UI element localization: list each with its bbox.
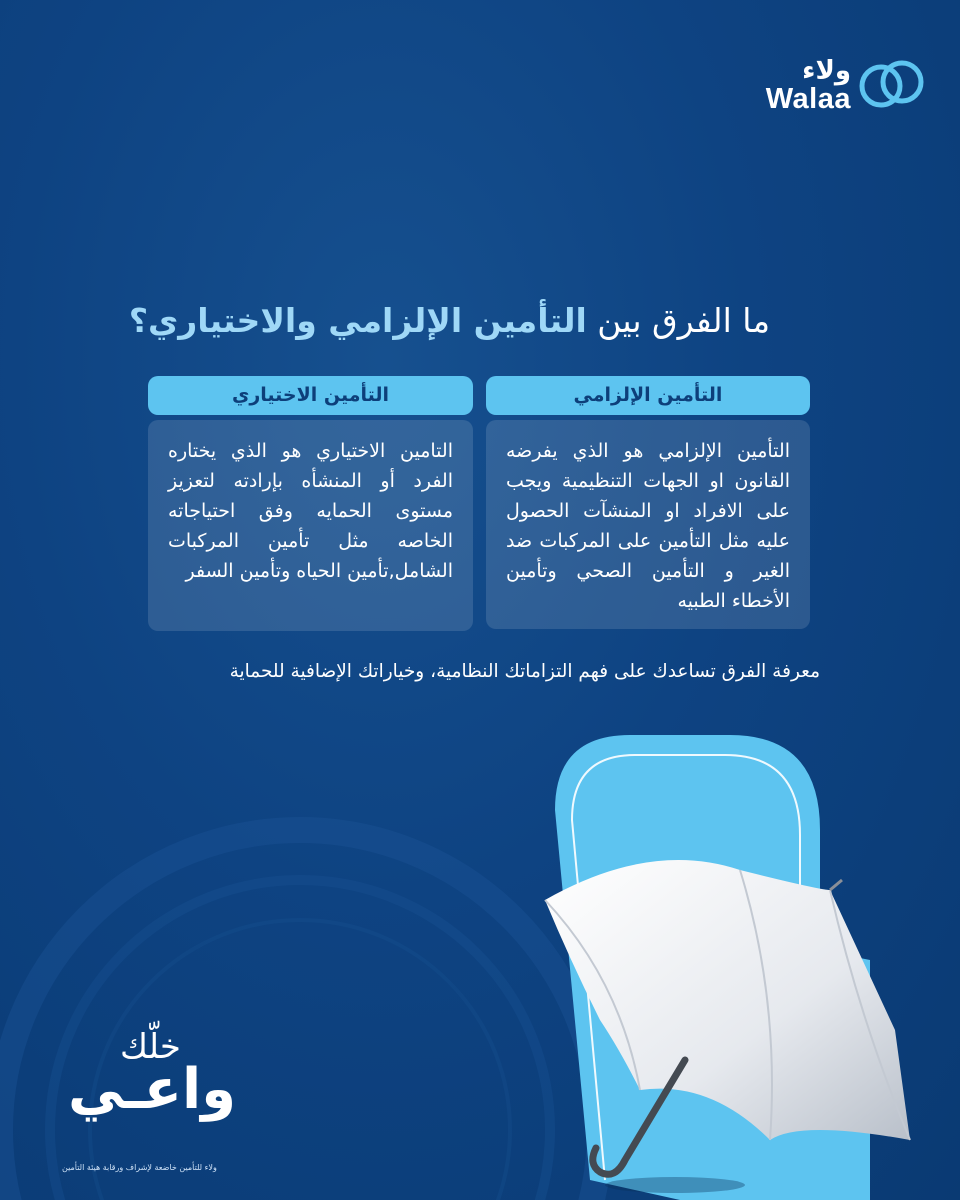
umbrella-illustration: [500, 720, 920, 1200]
mandatory-insurance-title: التأمين الإلزامي: [486, 376, 810, 415]
logo-rings-icon: [859, 58, 925, 112]
title-part-plain: ما الفرق بين: [586, 301, 770, 340]
optional-insurance-description: التامين الاختياري هو الذي يختاره الفرد أو المنشأه بإرادته لتعزيز مستوى الحمايه وفق احتياجاته الخاصه مثل تأمين المركبات الشامل,تأمين الحياه وتأمين السفر: [148, 420, 473, 631]
optional-insurance-title: التأمين الاختياري: [148, 376, 473, 415]
summary-note: معرفة الفرق تساعدك على فهم التزاماتك النظامية، وخياراتك الإضافية للحماية: [229, 661, 820, 682]
page-title: [100, 298, 770, 344]
mandatory-insurance-description: التأمين الإلزامي هو الذي يفرضه القانون او الجهات التنظيمية ويجب على الافراد او المنشآت الحصول عليه مثل التأمين على المركبات ضد الغير و التأمين الصحي وتأمين الأخطاء الطبيه: [486, 420, 810, 629]
tagline-big: واعـي: [68, 1057, 237, 1122]
walaa-logo: [760, 56, 925, 116]
title-part-highlight: التأمين الإلزامي والاختياري؟: [128, 301, 587, 340]
tagline-small: خلّك: [120, 1027, 181, 1067]
logo-english-text: Walaa: [765, 83, 851, 115]
regulatory-disclaimer: ولاء للتأمين خاضعة لإشراف ورقابة هيئة التأمين: [62, 1163, 217, 1172]
logo-arabic-text: ولاء: [802, 56, 851, 86]
